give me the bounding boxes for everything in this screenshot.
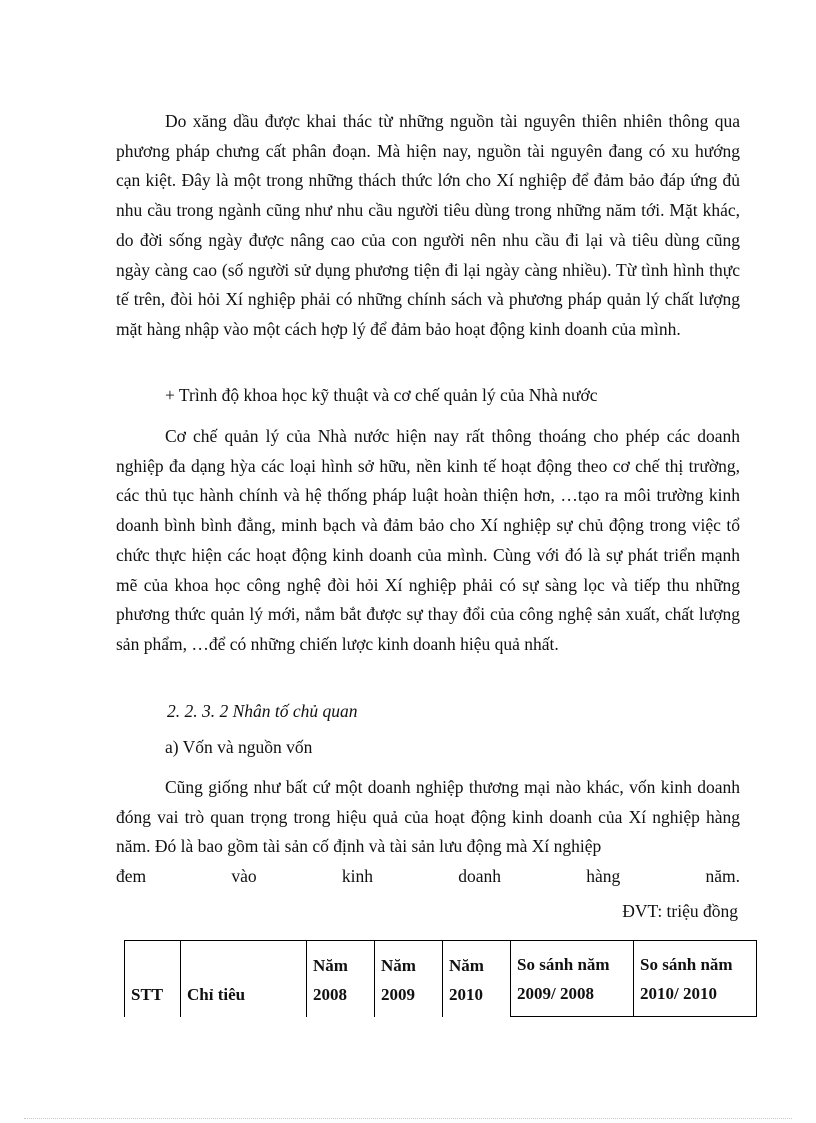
word: kinh (341, 866, 373, 886)
header-compare-2009-2008 (511, 941, 634, 1017)
header-compare-value: 2010/ 2010 (640, 984, 717, 1003)
word: năm. (705, 866, 740, 886)
header-year-2009 (375, 941, 443, 1017)
header-year-label: Năm (381, 955, 416, 975)
header-compare-label: So sánh năm (640, 955, 733, 974)
page-bottom-border (24, 1118, 792, 1119)
header-year-label: Năm (313, 955, 348, 975)
word: hàng (586, 866, 621, 886)
header-chi-tieu: Chỉ tiêu (181, 941, 307, 1017)
subheading-capital: a) Vốn và nguồn vốn (165, 737, 313, 757)
header-year-2008 (307, 941, 375, 1017)
paragraph-fuel-resources: Do xăng dầu được khai thác từ những nguồn tài nguyên thiên nhiên thông qua phương pháp chưng cất phân đoạn. Mà hiện nay, nguồn tài nguyên đang có xu hướng cạn kiệt. Đây là một trong những thách thức lớn cho Xí nghiệp để đảm bảo đáp ứng đủ nhu cầu trong ngành cũng như nhu cầu người tiêu dùng trong những năm tới. Mặt khác, do đời sống ngày được nâng cao của con người nên nhu cầu đi lại và tiêu dùng cũng ngày càng cao (số người sử dụng phương tiện đi lại ngày càng nhiều). Từ tình hình thực tế trên, đòi hỏi Xí nghiệp phải có những chính sách và phương pháp quản lý chất lượng mặt hàng nhập vào một cách hợp lý để đảm bảo hoạt động kinh doanh của mình. (116, 111, 740, 339)
header-compare-label: So sánh năm (517, 955, 610, 974)
header-year-label: Năm (449, 955, 484, 975)
word: vào (231, 866, 257, 886)
header-stt: STT (125, 941, 181, 1017)
header-year-value: 2009 (381, 984, 415, 1004)
header-year-value: 2010 (449, 984, 483, 1004)
header-compare-value: 2009/ 2008 (517, 984, 594, 1003)
table-header-row (125, 941, 757, 1017)
header-compare-2010-2010 (634, 941, 757, 1017)
paragraph-capital: Cũng giống như bất cứ một doanh nghiệp thương mại nào khác, vốn kinh doanh đóng vai trò quan trọng trong hiệu quả của hoạt động kinh doanh của Xí nghiệp hàng năm. Đó là bao gồm tài sản cố định và tài sản lưu động mà Xí nghiệp (116, 777, 740, 857)
capital-table (124, 940, 757, 1017)
word: đem (116, 866, 147, 886)
subheading-science-management: + Trình độ khoa học kỹ thuật và cơ chế quản lý của Nhà nước (165, 385, 598, 405)
unit-label: ĐVT: triệu đồng (622, 901, 738, 921)
header-year-value: 2008 (313, 984, 347, 1004)
paragraph-state-management: Cơ chế quản lý của Nhà nước hiện nay rất thông thoáng cho phép các doanh nghiệp đa dạng hỳa các loại hình sở hữu, nền kinh tế hoạt động theo cơ chế thị trường, các thủ tục hành chính và hệ thống pháp luật hoàn thiện hơn, …tạo ra môi trường kinh doanh bình bình đẳng, minh bạch và đảm bảo cho Xí nghiệp sự chủ động trong việc tổ chức thực hiện các hoạt động kinh doanh của mình. Cùng với đó là sự phát triển mạnh mẽ của khoa học công nghệ đòi hỏi Xí nghiệp phải có sự sàng lọc và tiếp thu những phương thức quản lý mới, nắm bắt được sự thay đổi của công nghệ sản xuất, chất lượng sản phẩm, …để có những chiến lược kinh doanh hiệu quả nhất. (116, 426, 740, 654)
header-year-2010 (443, 941, 511, 1017)
word: doanh (458, 866, 501, 886)
paragraph-capital-last-line (116, 862, 740, 892)
section-heading-subjective-factors: 2. 2. 3. 2 Nhân tố chủ quan (167, 701, 358, 721)
